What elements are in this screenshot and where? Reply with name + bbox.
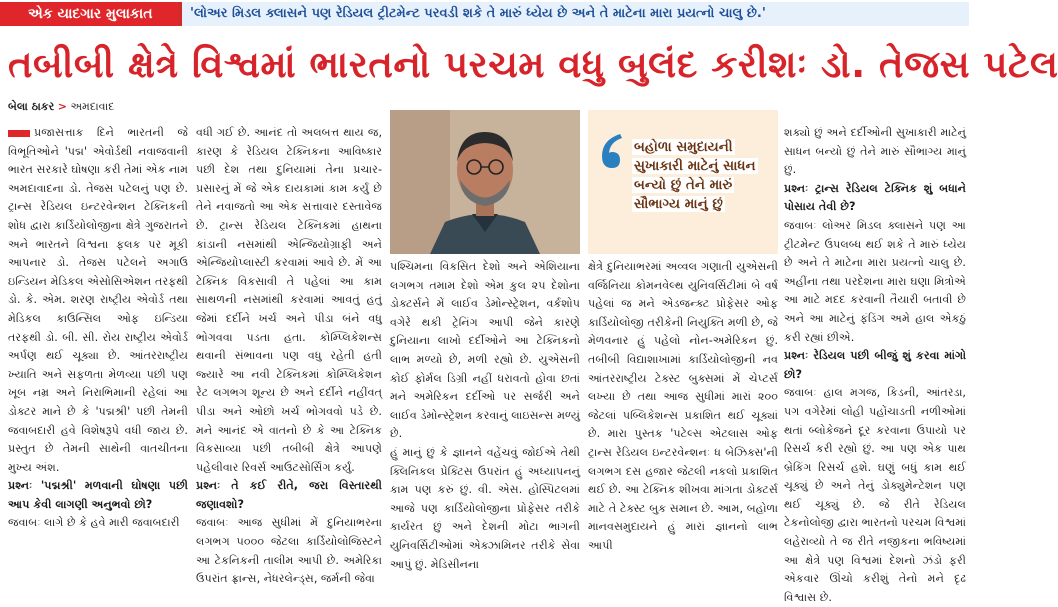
portrait-illustration (390, 110, 580, 254)
article-paragraph: જવાબઃ લોઅર મિડલ ક્લાસને પણ આ ટ્રીટમેન્ટ ઉપલબ્ધ થઈ શકે તે મારું ધ્યેય છે અને તે માટેના મારા પ્રયત્નો ચાલુ છે. અહીંના તથા પરદેશના મારા ઘણા મિત્રોએ આ માટે મદદ કરવાની તૈયારી બતાવી છે અને આ માટેનું ફંડિંગ અમે હાલ એકઠું કરી રહ્યાં છીએ. (784, 218, 966, 344)
article-column-3 (390, 258, 580, 571)
quote-strip: 'લોઅર મિડલ ક્લાસને પણ રેડિયલ ટ્રીટમેન્ટ પરવડી શકે તે મારું ધ્યેય છે અને તે માટેના મારા પ્રયત્નો ચાલુ છે.' (178, 2, 969, 26)
article-column-4 (588, 258, 778, 552)
article-paragraph: વધી ગઈ છે. આનંદ તો અલબત્ત થાય જ, કારણ કે રેડિયલ ટેક્નિકના આવિષ્કાર પછી દેશ તથા દુનિયામાં તેના પ્રચાર-પ્રસારનું મેં જે એક દાયકામાં કામ કર્યું છે તેને નવાજતો આ એક સત્તાવાર દસ્તાવેજ છે. ટ્રાન્સ રેડિયલ ટેક્નિકમાં હાથના કાંડાની નસમાંથી એન્જિયોગ્રાફી અને એન્જિયોપ્લાસ્ટી કરવામાં આવે છે. મેં આ ટેક્નિક વિકસાવી તે પહેલાં આ કામ સાથળની નસમાંથી કરવામાં આવતું હતું જેમાં દર્દીને ખર્ચ અને પીડા બંને વધુ ભોગવવા પડતા હતા. કોમ્પ્લિકેશન્સ થવાની સંભાવના પણ વધુ રહેતી હતી જ્યારે આ નવી ટેક્નિકમાં કોમ્પ્લિકેશન રેટ લગભગ શૂન્ય છે અને દર્દીને નહીંવત્ પીડા અને ઓછો ખર્ચ ભોગવવો પડે છે. મને આનંદ એ વાતનો છે કે આ ટેક્નિક વિકસાવ્યા પછી તબીબી ક્ષેત્રે આપણે પહેલીવાર રિવર્સ આઉટસોર્સિંગ કર્યું. (196, 126, 382, 474)
article-paragraph: હું માનું છું કે જ્ઞાનને વહેંચવું જોઈએ તેથી ક્લિનિકલ પ્રેક્ટિસ ઉપરાંત હું અધ્યાપનનું કામ પણ કરું છું. વી. એસ. હોસ્પિટલમાં આજે પણ કાર્ડિયોલોજીના પ્રોફેસર તરીકે કાર્યરત છું અને દેશની મોટા ભાગની યુનિવર્સિટીઓમાં એક્ઝામિનર તરીકે સેવા આપું છું. મેડિસીનના (390, 445, 580, 571)
kicker-label: એક યાદગાર મુલાકાત (0, 2, 178, 26)
article-paragraph: જવાબઃ લાગે છે કે હવે મારી જવાબદારી (8, 516, 180, 530)
interview-question: પ્રશ્નઃ ટ્રાન્સ રેડિયલ ટેક્નિક શું બધાને પોસાય તેવી છે? (784, 181, 966, 214)
article-paragraph: ક્ષેત્રે દુનિયાભરમાં અવ્વલ ગણાતી યુએસની વર્જિનિયા કોમનવેલ્થ યુનિવર્સિટીમાં બે વર્ષ પહેલાં જ મને એડજન્ક્ટ પ્રોફેસર ઓફ કાર્ડિયોલોજી તરીકેની નિયુક્તિ મળી છે, જે મેળવનાર હું પહેલો નોન-અમેરિકન છું. તબીબી વિદ્યાશાખામાં કાર્ડિયોલોજીની નવ આંતરરાષ્ટ્રીય ટેક્સ્ટ બુક્સમાં મેં ચેપ્ટર્સ લખ્યા છે તથા આજ સુધીમાં મારાં ૨૦૦ જેટલાં પબ્લિકેશન્સ પ્રકાશિત થઈ ચૂક્યાં છે. મારા પુસ્તક 'પટેલ્સ એટલાસ ઓફ ટ્રાન્સ રેડિયલ ઇન્ટરવેન્શનઃ ધ બેઝિક્સ'ની લગભગ દસ હજાર જેટલી નકલો પ્રકાશિત થઈ છે. આ ટેક્નિક શીખવા માંગતા ડોક્ટર્સ માટે તે ટેક્સ્ટ બુક સમાન છે. આમ, બહોળા માનવસમુદાયને હું મારાં જ્ઞાનનો લાભ આપી (588, 260, 778, 552)
top-bar (0, 0, 971, 28)
dateline-place: અમદાવાદ (70, 100, 115, 113)
article-column-5 (784, 124, 966, 604)
pull-quote-box (588, 110, 778, 254)
pull-quote-text: બહોળા સમુદાયની સુખાકારી માટેનું સાધન બન્યો છું તેને મારું સૌભાગ્ય માનું છું (634, 139, 756, 212)
interview-question: પ્રશ્નઃ તે કઈ રીતે, જરા વિસ્તારથી જણાવશો? (196, 479, 382, 511)
byline-separator: > (57, 100, 67, 113)
article-paragraph: જવાબઃ આજ સુધીમાં મેં દુનિયાભરના લગભગ ૫૦૦૦ જેટલા કાર્ડિયોલોજિસ્ટને આ ટેકનિકની તાલીમ આપી છે. અમેરિકા ઉપરાંત ફ્રાન્સ, નેધરલેન્ડ્સ, જર્મની જેવા (196, 516, 382, 586)
article-paragraph: શક્યો છું અને દર્દીઓની સુખાકારી માટેનું સાધન બન્યો છું તેને મારું સૌભાગ્ય માનું છું. (784, 126, 966, 177)
article-column-1 (8, 124, 188, 530)
author-name: બેલા ઠાકર (8, 100, 55, 113)
headline: તબીબી ક્ષેત્રે વિશ્વમાં ભારતનો પરચમ વધુ બુલંદ કરીશઃ ડો. તેજસ પટેલ (8, 43, 1058, 86)
interview-question: પ્રશ્નઃ રેડિયલ પછી બીજું શું કરવા માંગો છો? (784, 349, 966, 381)
byline (8, 100, 114, 114)
article-lead-paragraph: પ્રજાસત્તાક દિને ભારતની જે વિભૂતિઓને 'પદ્મ' એવોર્ડથી નવાજવાની ભારત સરકારે ઘોષણા કરી તેમાં એક નામ અમદાવાદના ડો. તેજસ પટેલનું પણ છે. ટ્રાન્સ રેડિયલ ઇન્ટરવેન્શન ટેક્નિકની શોધ દ્વારા કાર્ડિયોલોજીના ક્ષેત્રે ગુજરાતને અને ભારતને વિશ્વના ફલક પર મૂકી આપનાર ડો. તેજસ પટેલને અગાઉ ઇન્ડિયન મેડિકલ એસોસિએશન તરફથી ડો. કે. એમ. શરણ રાષ્ટ્રીય એવોર્ડ તથા મેડિકલ કાઉન્સિલ ઓફ ઇન્ડિયા તરફથી ડો. બી. સી. રોય રાષ્ટ્રીય એવોર્ડ અર્પણ થઈ ચૂક્યા છે. આંતરરાષ્ટ્રીય ખ્યાતિ અને સફળતા મેળવ્યા પછી પણ ખૂબ નમ્ર અને નિરાભિમાની રહેલાં આ ડોક્ટર માને છે કે 'પદ્મશ્રી' પછી તેમની જવાબદારી હવે વિશેષરૂપે વધી જાય છે. પ્રસ્તુત છે તેમની સાથેની વાતચીતના મુખ્ય અંશ. (8, 124, 188, 477)
article-column-2 (196, 124, 382, 586)
article-paragraph: પશ્ચિમના વિકસિત દેશો અને એશિયાના લગભગ તમામ દેશો એમ કુલ ૨૫ દેશોના ડોક્ટર્સને મેં લાઈવ ડેમોન્સ્ટ્રેશન, વર્કશોપ વગેરે થકી ટ્રેનિંગ આપી જેને કારણે દુનિયાના લાખો દર્દીઓને આ ટેક્નિકનો લાભ મળ્યો છે, મળી રહ્યો છે. યુએસની કોઈ ફોર્મલ ડિગ્રી નહીં ધરાવતો હોવા છતાં મને અમેરિકન દર્દીઓ પર સર્જરી અને લાઈવ ડેમોન્સ્ટ્રેશન કરવાનું લાઇસન્સ મળ્યું છે. (390, 260, 580, 441)
article-paragraph: જવાબઃ હાલ મગજ, કિડની, આંતરડા, પગ વગેરેમાં લોહી પહોંચાડતી નળીઓમાં થતાં બ્લોકેજને દૂર કરવાના ઉપાયો પર રિસર્ચ કરી રહ્યો છું. આ પણ એક પાથ બ્રેકિંગ રિસર્ચ હશે. ઘણું બધું કામ થઈ ચૂક્યું છે અને તેનું ડોક્યુમેન્ટેશન પણ થઈ ચૂક્યું છે. જે રીતે રેડિયલ ટેકનોલોજી દ્વારા ભારતનો પરચમ વિશ્વમાં લહેરાવ્યો તે જ રીતે નજીકના ભવિષ્યમાં આ ક્ષેત્રે પણ વિશ્વમાં દેશનો ઝંડો ફરી એકવાર ઊંચો કરીશું તેનો મને દૃઢ વિશ્વાસ છે. (784, 386, 966, 604)
interview-question: પ્રશ્નઃ 'પદ્મશ્રી' મળવાની ઘોષણા પછી આપ કેવી લાગણી અનુભવો છો? (8, 479, 188, 511)
quote-mark-icon (598, 132, 628, 172)
portrait-photo (390, 110, 580, 254)
